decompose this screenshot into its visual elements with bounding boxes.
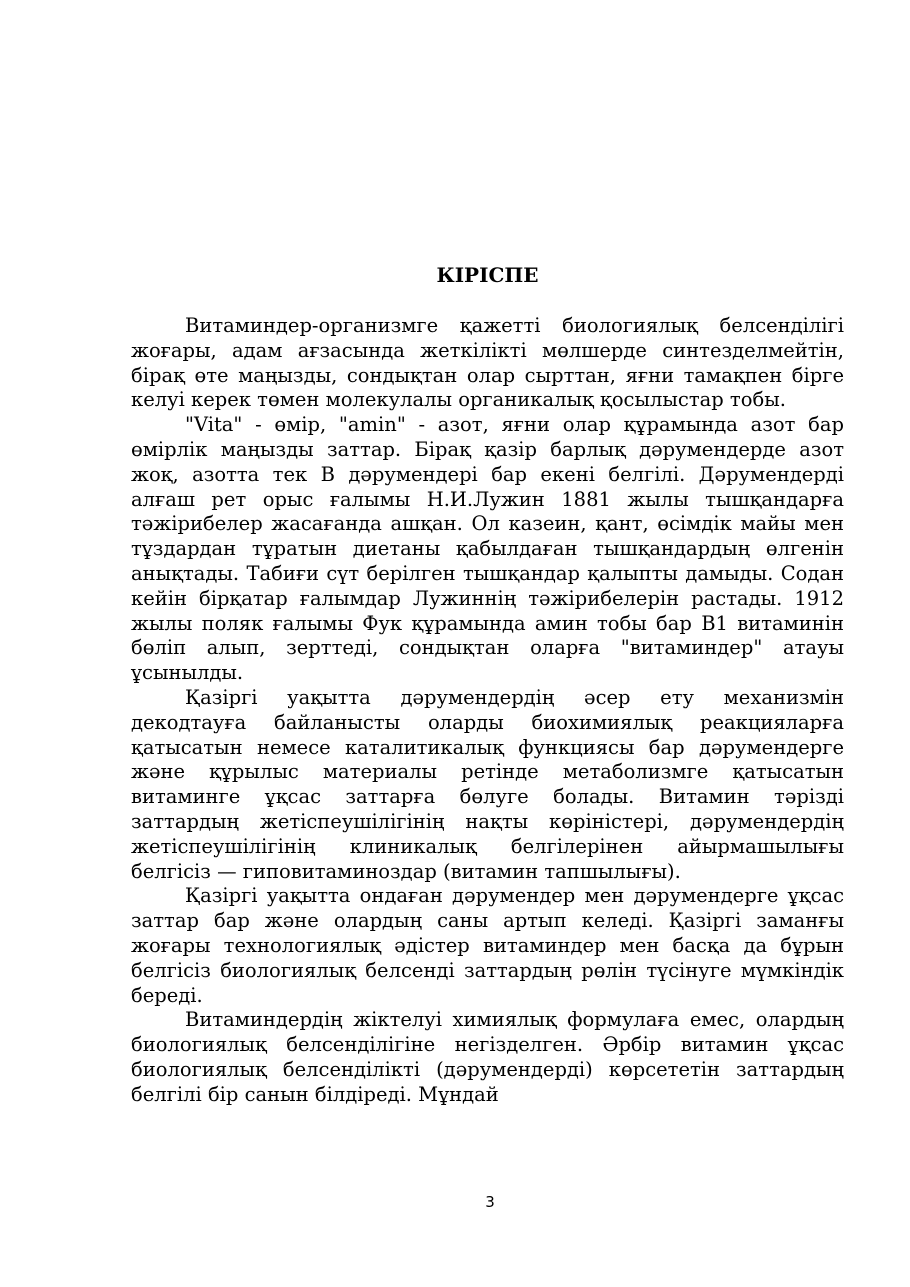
- paragraph-4: Қазіргі уақытта ондаған дәрумендер мен дәрумендерге ұқсас заттар бар және олардың саны артып келеді. Қазіргі заманғы жоғары технологиялық әдістер витаминдер мен басқа да бұрын белгісіз биологиялық белсенді заттардың рөлін түсінуге мүмкіндік береді.: [131, 884, 844, 1007]
- paragraph-1: Витаминдер-организмге қажетті биологиялық белсенділігі жоғары, адам ағзасында жеткілікті мөлшерде синтезделмейтін, бірақ өте маңызды, сондықтан олар сырттан, яғни тамақпен бірге келуі керек төмен молекулалы органикалық қосылыстар тобы.: [131, 314, 844, 412]
- page-number: 3: [485, 1193, 495, 1211]
- paragraph-2: "Vita" - өмір, "amin" - азот, яғни олар құрамында азот бар өмірлік маңызды заттар. Бірақ қазір барлық дәрумендерде азот жоқ, азотта тек В дәрумендері бар екені белгілі. Дәрумендерді алғаш рет орыс ғалымы Н.И.Лужин 1881 жылы тышқандарға тәжірибелер жасағанда ашқан. Ол казеин, қант, өсімдік майы мен тұздардан тұратын диетаны қабылдаған тышқандардың өлгенін анықтады. Табиғи сүт берілген тышқандар қалыпты дамыды. Содан кейін бірқатар ғалымдар Лужиннің тәжірибелерін растады. 1912 жылы поляк ғалымы Фук құрамында амин тобы бар В1 витаминін бөліп алып, зерттеді, сондықтан оларға "витаминдер" атауы ұсынылды.: [131, 413, 844, 685]
- page-title: КІРІСПЕ: [436, 263, 539, 287]
- paragraph-3: Қазіргі уақытта дәрумендердің әсер ету механизмін декодтауға байланысты оларды биохимиялық реакцияларға қатысатын немесе каталитикалық функциясы бар дәрумендерге және құрылыс материалы ретінде метаболизмге қатысатын витаминге ұқсас заттарға бөлуге болады. Витамин тәрізді заттардың жетіспеушілігінің нақты көріністері, дәрумендердің жетіспеушілігінің клиникалық белгілерінен айырмашылығы белгісіз — гиповитаминоздар (витамин тапшылығы).: [131, 685, 844, 883]
- body-text: [131, 314, 844, 1108]
- paragraph-5: Витаминдердің жіктелуі химиялық формулаға емес, олардың биологиялық белсенділігіне негізделген. Әрбір витамин ұқсас биологиялық белсенділікті (дәрумендерді) көрсететін заттардың белгілі бір санын білдіреді. Мұндай: [131, 1008, 844, 1106]
